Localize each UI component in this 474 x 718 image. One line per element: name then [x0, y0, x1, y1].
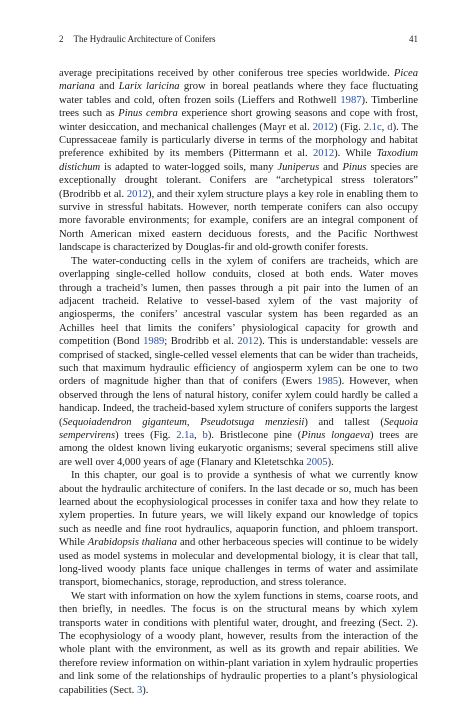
species-name: Pinus longaeva	[301, 429, 371, 441]
page-number: 41	[409, 34, 418, 44]
chapter-number: 2	[59, 34, 64, 44]
text-run: and	[94, 81, 119, 93]
body-text	[59, 67, 418, 697]
citation-link[interactable]: 1989	[143, 336, 165, 348]
text-run: ; Brodribb et al.	[164, 336, 238, 348]
citation-link[interactable]: 2005	[306, 456, 328, 468]
text-run: ).	[142, 684, 149, 696]
chapter-heading	[59, 34, 215, 45]
text-run: The water-conducting cells in the xylem of conifers are tracheids, which are overlapping single-celled hollow conduits, closed at both ends. Water moves through a tracheid’s lumen, then passes through a pit pair into the lumen of an adjacent tracheid. Relative to vessel-based xylem of the vast majority of angiosperms, the conifers’ ancestral vascular system has been regarded as an Achilles heel that limits the conifers’ physiological capacity for growth and competition (Bond	[59, 255, 418, 348]
citation-link[interactable]: 2012	[312, 121, 334, 133]
text-run: ). The Cupressaceae family is particularly diverse in terms of the morphology and habitat preference exhibited by its members (Pittermann et al.	[59, 121, 419, 160]
citation-link[interactable]: d	[387, 121, 393, 133]
citation-link[interactable]: 2012	[126, 188, 149, 200]
text-run: ) trees are among the oldest known living eukaryotic organisms; several specimens still alive are well over 4,000 years of age (Flanary and Kletetschka	[59, 429, 418, 468]
species-name: Pinus cembra	[118, 108, 178, 120]
citation-link[interactable]: 3	[136, 684, 143, 696]
citation-link[interactable]: 2012	[237, 336, 259, 348]
citation-link[interactable]: 2.1c	[363, 121, 382, 133]
text-run: In this chapter, our goal is to provide a synthesis of what we currently know about the hydraulic architecture of conifers. In the last decade or so, much has been learned about the ecophysiological processes in conifer taxa and how they relate to xylem properties. In future years, we will likely expand our knowledge of topics such as needle and fine root hydraulics, aquaporin function, and phloem transport. While	[59, 470, 418, 549]
species-name: Arabidopsis thaliana	[87, 537, 178, 549]
text-run: is adapted to water-logged soils, many	[100, 161, 278, 173]
paragraph-2	[59, 255, 418, 470]
text-run: experience short growing seasons and cope with frost, winter desiccation, and mechanical challenges (Mayr et al.	[59, 108, 418, 133]
text-run: ,	[381, 121, 388, 133]
chapter-title: The Hydraulic Architecture of Conifers	[73, 34, 216, 44]
citation-link[interactable]: 2	[406, 617, 412, 629]
species-name: Taxodium distichum	[59, 148, 419, 173]
citation-link[interactable]: 2012	[312, 148, 335, 160]
text-run: ). The ecophysiology of a woody plant, however, results from the interaction of the whole plant with the environment, as well as its growth and repair abilities. We therefore review information on within-plant variation in xylem hydraulic properties and link some of the relationships of hydraulic properties to a plant’s physiological capabilities (Sect.	[59, 617, 418, 696]
text-run: ).	[327, 456, 334, 468]
species-name: Sequoia sempervirens	[59, 416, 419, 441]
text-run: ) and tallest (	[304, 416, 384, 428]
text-run: average precipitations received by other coniferous tree species worldwide.	[59, 68, 394, 79]
text-run: ). This is understandable: vessels are comprised of stacked, single-celled vessel elements that can be wider than tracheids, such that maximum hydraulic efficiency of angiosperm xylem can be one to two orders of magnitude higher than that of conifers (Ewers	[59, 336, 419, 388]
citation-link[interactable]: 1987	[340, 94, 362, 106]
species-name: Juniperus	[277, 161, 320, 173]
text-run: ,	[194, 429, 203, 441]
species-name: Larix laricina	[118, 81, 180, 93]
text-run: and other herbaceous species will continue to be widely used as model systems in molecular and developmental biology, it is clear that tall, long-lived woody plants face unique challenges in terms of water and assimilate transport, biomechanics, storage, reproduction, and stress tolerance.	[59, 537, 418, 589]
species-name: Picea mariana	[59, 68, 418, 93]
text-run: ). Timberline trees such as	[59, 94, 418, 120]
text-run: species are exceptionally drought tolerant. Conifers are “archetypical stress tolerators” (Brodribb et al.	[59, 161, 419, 200]
text-run: and	[319, 161, 343, 173]
paragraph-1	[59, 67, 418, 255]
species-name: Pseudotsuga menziesii	[200, 416, 305, 428]
species-name: Pinus	[342, 161, 367, 173]
citation-link[interactable]: b	[202, 429, 208, 441]
paragraph-4	[59, 590, 418, 697]
species-name: Sequoiadendron giganteum	[62, 416, 187, 428]
text-run: ). Bristlecone pine (	[207, 429, 302, 441]
text-run: grow in boreal peatlands where they face fluctuating water tables and cold, often frozen soils (Lieffers and Rothwell	[59, 81, 418, 106]
book-page	[59, 34, 418, 697]
text-run: ), and their xylem structure plays a key role in enabling them to survive in stressful habitats. However, north temperate conifers can also occupy more favorable environments; for example, conifers are an integral component of North American mixed eastern deciduous forests, and the Pacific Northwest landscape is characterized by Douglas-fir and old-growth conifer forests.	[59, 188, 418, 254]
citation-link[interactable]: 1985	[316, 376, 339, 388]
text-run: ,	[186, 416, 201, 428]
citation-link[interactable]: 2.1a	[176, 429, 195, 441]
running-header	[59, 34, 418, 45]
paragraph-3	[59, 469, 418, 590]
text-run: ). However, when observed through the lens of natural history, conifer xylem could hardly be called a handicap. Indeed, the tracheid-based xylem structure of conifers supports the largest (	[59, 376, 418, 428]
text-run: ) (Fig.	[333, 121, 364, 133]
text-run: ). While	[334, 148, 377, 160]
text-run: We start with information on how the xylem functions in stems, coarse roots, and then briefly, in needles. The focus is on the structural means by which xylem transports water in conditions with plentiful water, drought, and freezing (Sect.	[59, 590, 418, 629]
text-run: ) trees (Fig.	[115, 429, 177, 441]
